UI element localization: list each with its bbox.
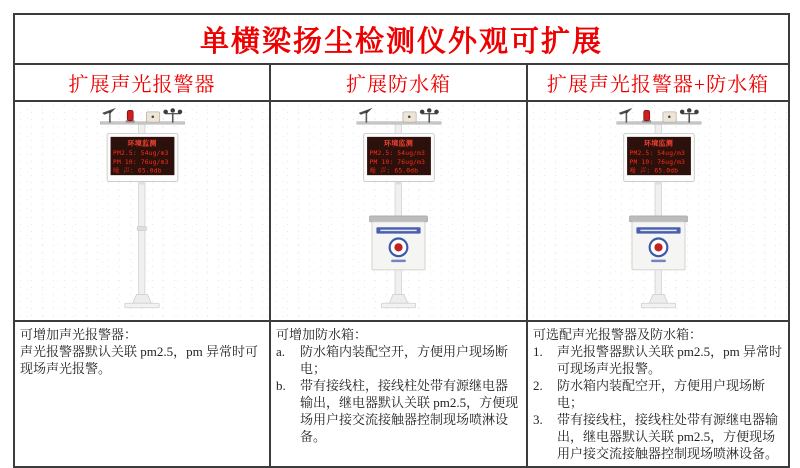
description-cell-waterproof-box	[271, 322, 528, 466]
device-illustration-alarm	[15, 103, 269, 319]
device-illustration-alarm-plus-box	[531, 103, 786, 319]
spec-sheet-table	[13, 13, 790, 468]
list-item-text: 带有接线柱，接线柱处带有源继电器输出，继电器默认关联 pm2.5，方便现场用户接交流接触器控制现场喷淋设备。	[300, 378, 519, 444]
device-photo-alarm-plus-box	[528, 102, 788, 320]
description-list-item	[533, 411, 782, 462]
device-photo-alarm	[15, 102, 271, 320]
description-row	[15, 322, 788, 466]
description-intro: 可增加声光报警器：	[20, 327, 138, 342]
list-item-text: 带有接线柱，接线柱处带有源继电器输出，继电器默认关联 pm2.5，方便现场用户接交流接触器控制现场喷淋设备。	[557, 412, 779, 461]
device-image-row	[15, 102, 788, 322]
device-illustration-waterproof-box	[271, 103, 526, 319]
list-item-text: 防水箱内装配空开，方便用户现场断电；	[557, 378, 766, 410]
list-item-text: 声光报警器默认关联 pm2.5，pm 异常时可现场声光报警。	[557, 344, 782, 376]
description-cell-alarm-plus-box	[528, 322, 788, 466]
list-marker: 2.	[533, 378, 543, 393]
description-list-item	[276, 377, 520, 445]
device-photo-waterproof-box	[271, 102, 528, 320]
title-row	[15, 15, 788, 65]
header-cell-waterproof-box	[271, 65, 528, 100]
list-marker: b.	[276, 378, 286, 393]
list-marker: 1.	[533, 344, 543, 359]
list-marker: 3.	[533, 412, 543, 427]
column-header-label: 扩展声光报警器+防水箱	[546, 74, 770, 96]
page-title: 单横梁扬尘检测仪外观可扩展	[199, 25, 603, 58]
description-intro: 可增加防水箱：	[276, 327, 368, 342]
header-cell-alarm	[15, 65, 271, 100]
column-header-label: 扩展声光报警器	[68, 74, 216, 96]
description-intro: 可选配声光报警器及防水箱：	[533, 327, 703, 342]
column-header-row	[15, 65, 788, 102]
list-item-text: 防水箱内装配空开，方便用户现场断电；	[300, 344, 509, 376]
header-cell-alarm-plus-box	[528, 65, 788, 100]
description-list-item	[533, 377, 782, 411]
description-list-item	[533, 343, 782, 377]
description-list-item	[276, 343, 520, 377]
column-header-label: 扩展防水箱	[346, 74, 451, 96]
description-cell-alarm	[15, 322, 271, 466]
list-marker: a.	[276, 344, 286, 359]
description-paragraph: 声光报警器默认关联 pm2.5，pm 异常时可现场声光报警。	[20, 344, 258, 376]
